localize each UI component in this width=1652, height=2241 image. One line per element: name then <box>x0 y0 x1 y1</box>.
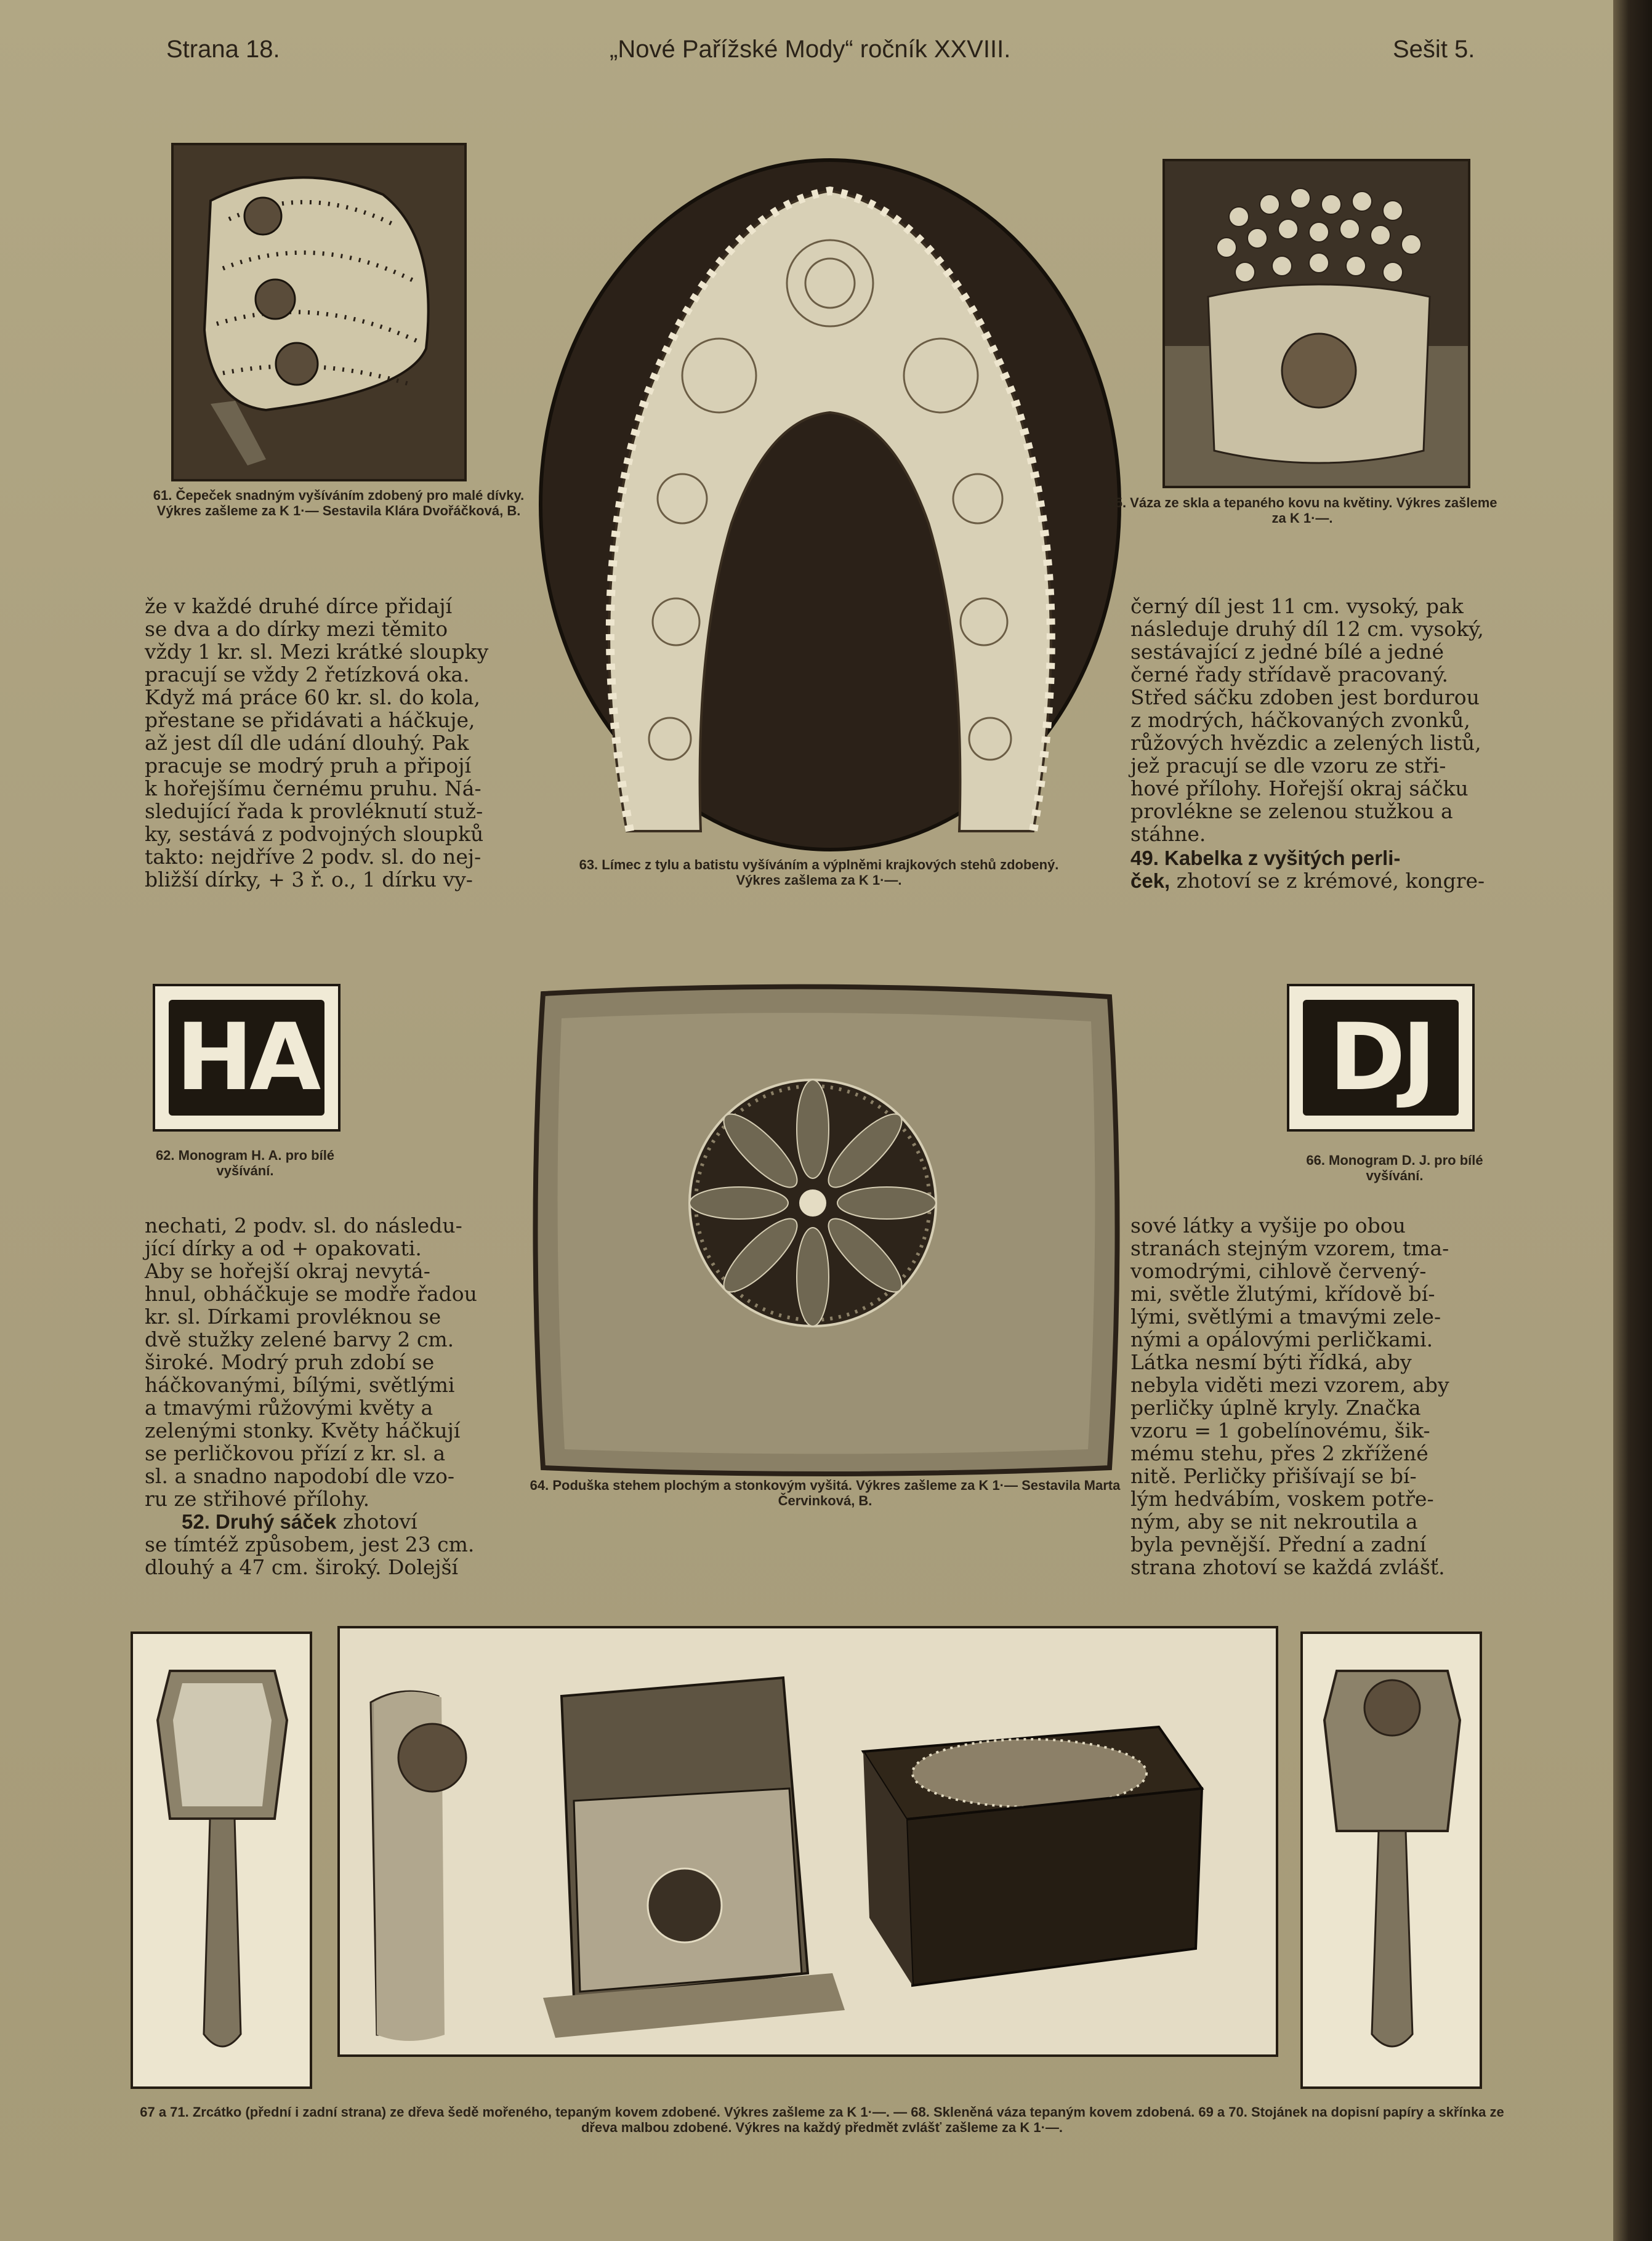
text-column-1-top <box>145 595 514 891</box>
vase-photo <box>1162 159 1470 488</box>
caption-fig-65: 65. Váza ze skla a tepaného kovu na květiny. Výkres zašleme za K 1·—. <box>1107 495 1497 526</box>
monogram-ha-letters: HA <box>175 1004 318 1111</box>
mirror-back-photo <box>1300 1631 1482 2089</box>
monogram-ha-frame <box>153 984 340 1132</box>
heading-52: 52. Druhý sáček <box>182 1510 337 1533</box>
monogram-dj-block <box>1303 1000 1459 1116</box>
monogram-ha-block <box>169 1000 324 1116</box>
journal-title: „Nové Pařížské Mody“ ročník XXVIII. <box>610 36 1011 63</box>
caption-fig-64: 64. Poduška stehem plochým a stonkovým vyšitá. Výkres zašleme za K 1·— Sestavila Marta Červinková, B. <box>530 1478 1121 1508</box>
paragraph-continued-col3: černý díl jest 11 cm. vysoký, pak následuje druhý díl 12 cm. vysoký, sestávající z jedné bílé a jedné černé řady střídavě pracovaný. Střed sáčku zdoben jest bordurou z modrých, háčkovaných zvonků, růžových hvězdic a zelených listů, jež pracují se dle vzoru ze stři- hové přílohy. Hořejší okraj sáčku provlékne se zelenou stužkou a stáhne. <box>1130 594 1484 846</box>
paragraph-crochet: nechati, 2 podv. sl. do následu- jící dírky a od + opakovati. Aby se hořejší okraj nevytá- hnul, obháčkuje se modře řadou kr. sl. Dírkami provléknou se dvě stužky zelené barvy 2 cm. široké. Modrý pruh zdobí se háčkovanými, bílými, světlými a tmavými růžovými květy a zelenými stonky. Květy háčkují se perličkovou přízí z kr. sl. a sl. a snadno napodobí dle vzo- ru ze střihové přílohy. <box>145 1213 477 1511</box>
page-number: Strana 18. <box>166 36 280 63</box>
caption-fig-63: 63. Límec z tylu a batistu vyšíváním a výplněmi krajkových stehů zdobený. Výkres zašlema za K 1·—. <box>579 857 1059 888</box>
heading-49: 49. Kabelka z vyšitých perli- ček, <box>1130 847 1401 892</box>
collar-photo <box>534 154 1126 856</box>
issue-number: Sešit 5. <box>1393 36 1475 63</box>
bonnet-photo <box>171 143 467 481</box>
paragraph-52 <box>145 1510 477 1579</box>
caption-fig-61: 61. Čepeček snadným vyšíváním zdobený pro malé dívky. Výkres zašleme za K 1·— Sestavila Klára Dvořáčková, B. <box>153 488 525 518</box>
collar-illustration <box>534 154 1126 856</box>
monogram-dj-letters: DJ <box>1329 1004 1433 1111</box>
cushion-photo <box>525 981 1128 1480</box>
desk-set-photo <box>337 1626 1278 2057</box>
paragraph-continued-col1: že v každé druhé dírce přidají se dva a do dírky mezi těmito vždy 1 kr. sl. Mezi krátké sloupky pracují se vždy 2 řetízková oka. Když má práce 60 kr. sl. do kola, přestane se přidávati a háčkuje, až jest díl dle udání dlouhý. Pak pracuje se modrý pruh a připojí k hořejšímu černému pruhu. Ná- sledující řada k provléknutí stuž- ky, sestává z podvojných sloupků takto: nejdříve 2 podv. sl. do nej- bližší dírky, + 3 ř. o., 1 dírku vy- <box>145 594 489 891</box>
text-column-1-bottom <box>145 1214 477 1579</box>
mirror-front-photo <box>131 1631 312 2089</box>
mirror-back-illustration <box>1303 1634 1480 2086</box>
text-column-3-bottom <box>1130 1214 1500 1579</box>
caption-fig-66: 66. Monogram D. J. pro bílé vyšívání. <box>1306 1153 1483 1183</box>
paragraph-beads: sové látky a vyšije po obou stranách stejným vzorem, tma- vomodrými, cihlově červený- mi, světle žlutými, křídově bí- lými, světlými a tmavými zele- nými a opálovými perličkami. Látka nesmí býti řídká, aby nebyla viděti mezi vzorem, aby perličky úplně kryly. Značka vzoru = 1 gobelínovému, šik- mému stehu, přes 2 zkřížené nitě. Perličky přišívají se bí- lým hedvábím, voskem potře- ným, aby se nit nekroutila a byla pevnější. Přední a zadní strana zhotoví se každá zvlášť. <box>1130 1213 1449 1579</box>
cushion-illustration <box>525 981 1128 1480</box>
paragraph-52-text: zhotoví se tímtéž způsobem, jest 23 cm. dlouhý a 47 cm. široký. Dolejší <box>145 1510 475 1579</box>
bonnet-illustration <box>174 145 464 479</box>
caption-fig-62: 62. Monogram H. A. pro bílé vyšívání. <box>155 1148 335 1178</box>
paragraph-49 <box>1130 847 1500 892</box>
mirror-front-illustration <box>133 1634 310 2086</box>
desk-set-illustration <box>340 1628 1276 2054</box>
caption-fig-67-71: 67 a 71. Zrcátko (přední i zadní strana) ze dřeva šedě mořeného, tepaným kovem zdobené. Výkres zašleme za K 1·—. — 68. Skleněná váza tepaným kovem zdobená. 69 a 70. Stojánek na dopisní papíry a skřínka ze dřeva malbou zdobené. Výkres na každý předmět zvlášť zašleme za K 1·—. <box>140 2104 1504 2135</box>
paragraph-49-text: zhotoví se z krémové, kongre- <box>1170 869 1485 893</box>
vase-illustration <box>1165 161 1468 486</box>
monogram-dj-frame <box>1287 984 1475 1132</box>
book-binding-edge <box>1613 0 1652 2241</box>
text-column-3-top <box>1130 595 1500 892</box>
